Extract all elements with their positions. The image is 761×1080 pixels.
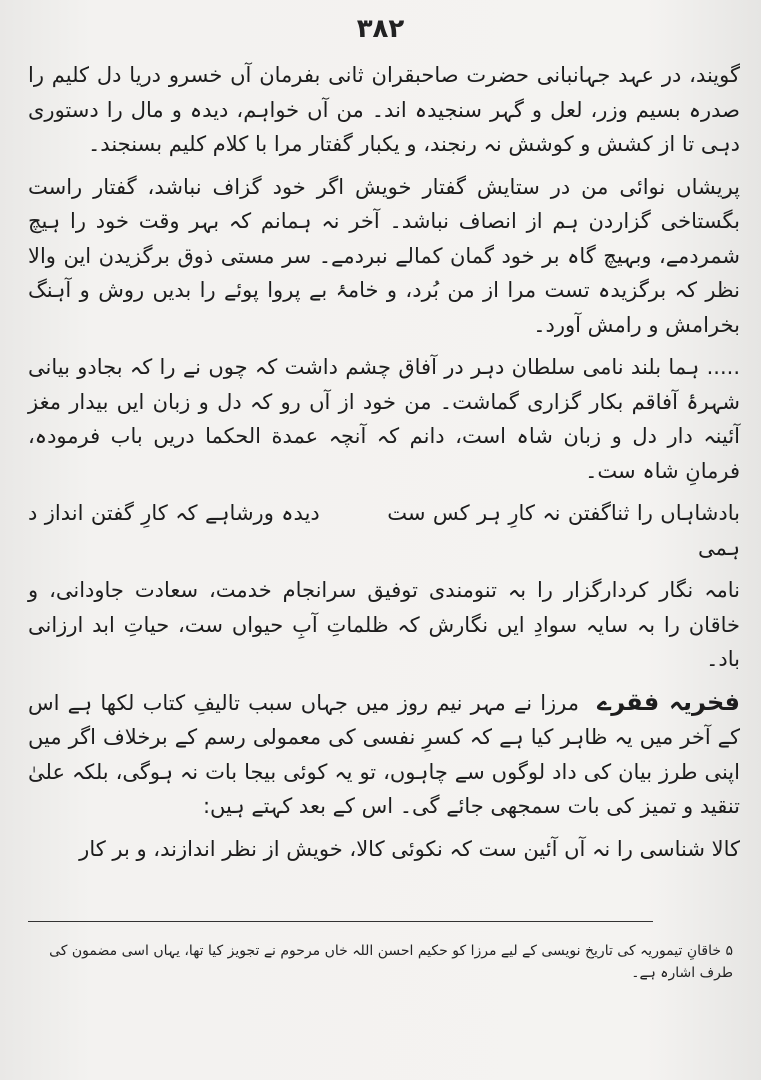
paragraph-3: ..... ہما بلند نامی سلطان دہر در آفاق چشم داشت کہ چوں نے را کہ بجادو بیانی شہرۂ آفاقم بکار گزاری گماشت۔ من خود از آں رو کہ دل و زبان ایں بیدار مغز آئینہ دار دل و زبان شاہ است، دانم کہ آنچہ عمدة الحکما دریں باب فرمودہ، فرمانِ شاہ ست۔ [28,355,740,483]
closing-paragraph: نامہ نگار کردارگزار را بہ تنومندی توفیق سرانجام خدمت، سعادت جاودانی، و خاقان را بہ سایہ سوادِ ایں نگارش کہ ظلماتِ آبِ حیواں ست، حیاتِ ابد ارزانی باد۔ [28,578,740,671]
footnote: ۵ خاقانِ تیموریہ کی تاریخ نویسی کے لیے مرزا کو حکیم احسن اللہ خاں مرحوم نے تجویز کیا تھا، یہاں اسی مضمون کی طرف اشارہ ہے۔ [49,943,733,981]
section-text: مرزا نے مہر نیم روز میں جہاں سبب تالیفِ کتاب لکھا ہے اس کے آخر میں یہ ظاہر کیا ہے کہ کسرِ نفسی کی معمولی رسم کے برخلاف اگر میں اپنی طرز بیان کی داد لوگوں سے چاہوں، تو یہ کوئی بیجا بات نہ ہوگی، بلکہ علیٰ تنقید و تمیز کی بات سمجھی جائے گی۔ اس کے بعد کہتے ہیں: [28,690,740,818]
paragraph-1: گویند، در عہد جہانبانی حضرت صاحبقران ثانی بفرمان آں خسرو دریا دل کلیم را صدرہ بسیم وزر، لعل و گہر سنجیدہ اند۔ من آں خواہم، دیدہ و مال را دستوری دہی تا از کشش و کوشش نہ رنجند، و یکبار گفتار مرا با کلام کلیم بسنجند۔ [28,63,740,156]
couplet-first-hemistich: بادشاہاں را ثناگفتن نہ کارِ ہر کس ست [387,501,740,525]
urdu-section [28,685,740,824]
page-body [28,58,740,874]
couplet-second-hemistich: دیدہ ورشاہے کہ کارِ گفتن انداز د ہمی [28,501,740,560]
page-number: ۳۸۲ [356,14,405,44]
section-heading: فخریہ فقرے [597,687,740,716]
couplet [28,496,740,565]
paragraph-2: پریشاں نوائی من در ستایش گفتار خویش اگر خود گزاف نباشد، گفتار راست بگستاخی گزاردن ہم از انصاف نباشد۔ آخر نہ ہمانم کہ بہر وقت خود را ہیچ شمردمے، وبہیچ گاہ بر خود گمان کمالے نبردمے۔ سر مستی ذوق برگزیدن این والا نظر کہ برگزیدہ تست مرا از من بُرد، و خامۂ بے پروا پوئے را بدیں روش و آہنگ بخرامش و رامش آورد۔ [28,174,740,337]
footnote-divider [28,921,653,922]
final-line: کالا شناسی را نہ آں آئین ست کہ نکوئی کالا، خویش از نظر اندازند، و بر کار [79,836,740,861]
